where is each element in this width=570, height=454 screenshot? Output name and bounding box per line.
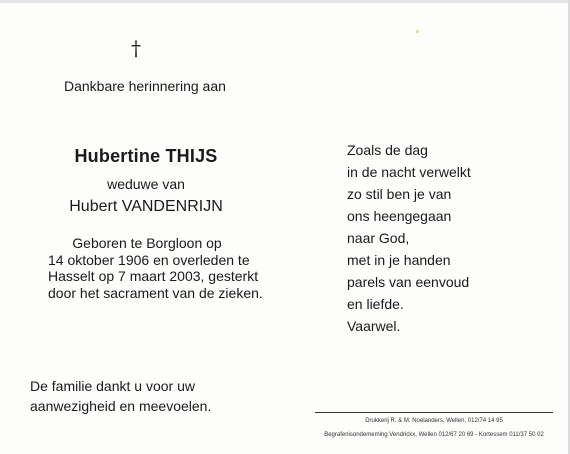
- intro-text: Dankbare herinnering aan: [64, 78, 226, 94]
- biography-line: 14 oktober 1906 en overleden te: [48, 251, 250, 268]
- poem-line: ons heengegaan: [347, 208, 452, 224]
- biography-line: Geboren te Borgloon op: [72, 235, 222, 251]
- printer-credit: Drukkerij R. & M. Noelanders, Wellen, 012/74 14 95: [365, 418, 503, 424]
- poem-line: in de nacht verwelkt: [347, 164, 471, 180]
- poem-line: Vaarwel.: [347, 318, 401, 334]
- deceased-name: Hubertine THIJS: [74, 146, 218, 166]
- poem-line: zo stil ben je van: [347, 186, 452, 202]
- funeral-home-credit: Begrafenisondememing Vendrickx, Wellen 012/67 20 69 - Kortessem 011/37 50 02: [324, 432, 544, 438]
- thanks-line: aanwezigheid en meevoelen.: [30, 398, 212, 414]
- footer-divider: [315, 412, 553, 413]
- biography: [48, 235, 263, 301]
- widow-of-text: weduwe van: [107, 176, 185, 192]
- family-thanks: [30, 376, 211, 416]
- scan-edge-top: [0, 0, 570, 3]
- biography-line: door het sacrament van de zieken.: [48, 284, 263, 301]
- biography-line: Hasselt op 7 maart 2003, gesterkt: [48, 268, 259, 284]
- poem-line: parels van eenvoud: [347, 274, 470, 290]
- poem-line: met in je handen: [347, 252, 451, 268]
- poem-line: naar God,: [347, 230, 410, 246]
- poem-line: en liefde.: [347, 296, 404, 312]
- husband-name: Hubert VANDENRIJN: [69, 198, 223, 215]
- paper-spot: [416, 30, 419, 33]
- cross-icon: †: [131, 36, 141, 60]
- poem: [347, 139, 471, 337]
- thanks-line: De familie dankt u voor uw: [30, 378, 195, 394]
- poem-line: Zoals de dag: [347, 142, 428, 158]
